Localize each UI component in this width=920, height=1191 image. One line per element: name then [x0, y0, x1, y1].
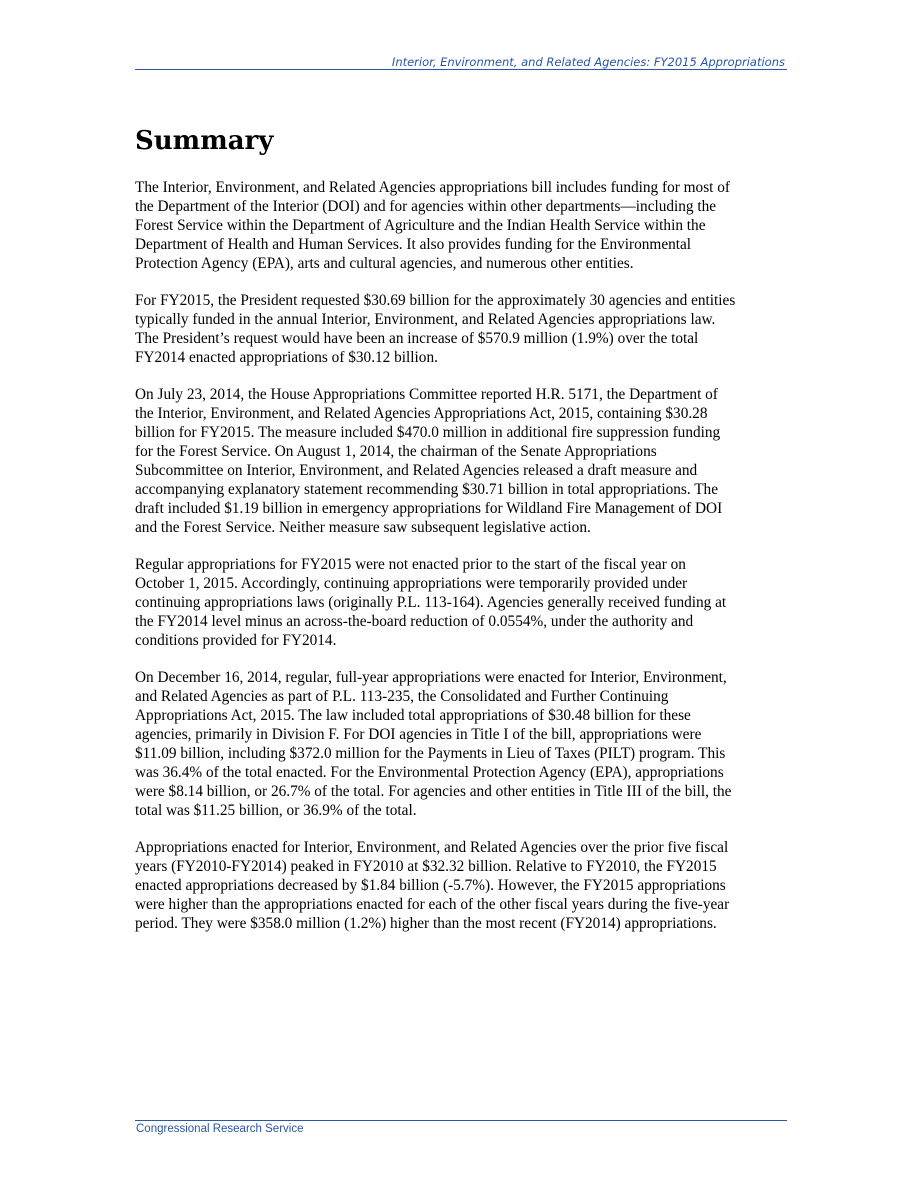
paragraph-continuing-appropriations: Regular appropriations for FY2015 were not enacted prior to the start of the fiscal year on October 1, 2015. Accordingly, continuing appropriations were temporarily provided under continuing appropriations laws (originally P.L. 113-164). Agencies generally received funding at the FY2014 level minus an across-the-board reduction of 0.0554%, under the authority and conditions provided for FY2014. — [135, 556, 727, 649]
paragraph-enacted-appropriations: On December 16, 2014, regular, full-year appropriations were enacted for Interior, Environment, and Related Agencies as part of P.L. 113-235, the Consolidated and Further Continuing Appropriations Act, 2015. The law included total appropriations of $30.48 billion for these agencies, primarily in Division F. For DOI agencies in Title I of the bill, appropriations were $11.09 billion, including $372.0 million for the Payments in Lieu of Taxes (PILT) program. This was 36.4% of the total enacted. For the Environmental Protection Agency (EPA), appropriations were $8.14 billion, or 26.7% of the total. For agencies and other entities in Title III of the bill, the total was $11.25 billion, or 36.9% of the total. — [135, 669, 732, 819]
paragraph-historical-comparison: Appropriations enacted for Interior, Environment, and Related Agencies over the prior five fiscal years (FY2010-FY2014) peaked in FY2010 at $32.32 billion. Relative to FY2010, the FY2015 enacted appropriations decreased by $1.84 billion (-5.7%). However, the FY2015 appropriations were higher than the appropriations enacted for each of the other fiscal years during the five-year period. They were $358.0 million (1.2%) higher than the most recent (FY2014) appropriations. — [135, 839, 730, 932]
paragraph-presidents-request: For FY2015, the President requested $30.69 billion for the approximately 30 agencies and entities typically funded in the annual Interior, Environment, and Related Agencies appropriations law. The President’s request would have been an increase of $570.9 million (1.9%) over the total FY2014 enacted appropriations of $30.12 billion. — [135, 292, 736, 366]
document-body — [135, 122, 787, 951]
footer-organization: Congressional Research Service — [136, 1123, 304, 1135]
section-heading: Summary — [135, 126, 274, 156]
footer-divider — [135, 1120, 787, 1121]
header-divider — [135, 69, 787, 70]
paragraph-house-senate-action: On July 23, 2014, the House Appropriations Committee reported H.R. 5171, the Department of the Interior, Environment, and Related Agencies Appropriations Act, 2015, containing $30.28 billion for FY2015. The measure included $470.0 million in additional fire suppression funding for the Forest Service. On August 1, 2014, the chairman of the Senate Appropriations Subcommittee on Interior, Environment, and Related Agencies released a draft measure and accompanying explanatory statement recommending $30.71 billion in total appropriations. The draft included $1.19 billion in emergency appropriations for Wildland Fire Management of DOI and the Forest Service. Neither measure saw subsequent legislative action. — [135, 386, 723, 536]
paragraph-overview: The Interior, Environment, and Related Agencies appropriations bill includes funding for most of the Department of the Interior (DOI) and for agencies within other departments—including the Forest Service within the Department of Agriculture and the Indian Health Service within the Department of Health and Human Services. It also provides funding for the Environmental Protection Agency (EPA), arts and cultural agencies, and numerous other entities. — [135, 179, 730, 272]
running-header-title: Interior, Environment, and Related Agencies: FY2015 Appropriations — [391, 55, 785, 69]
